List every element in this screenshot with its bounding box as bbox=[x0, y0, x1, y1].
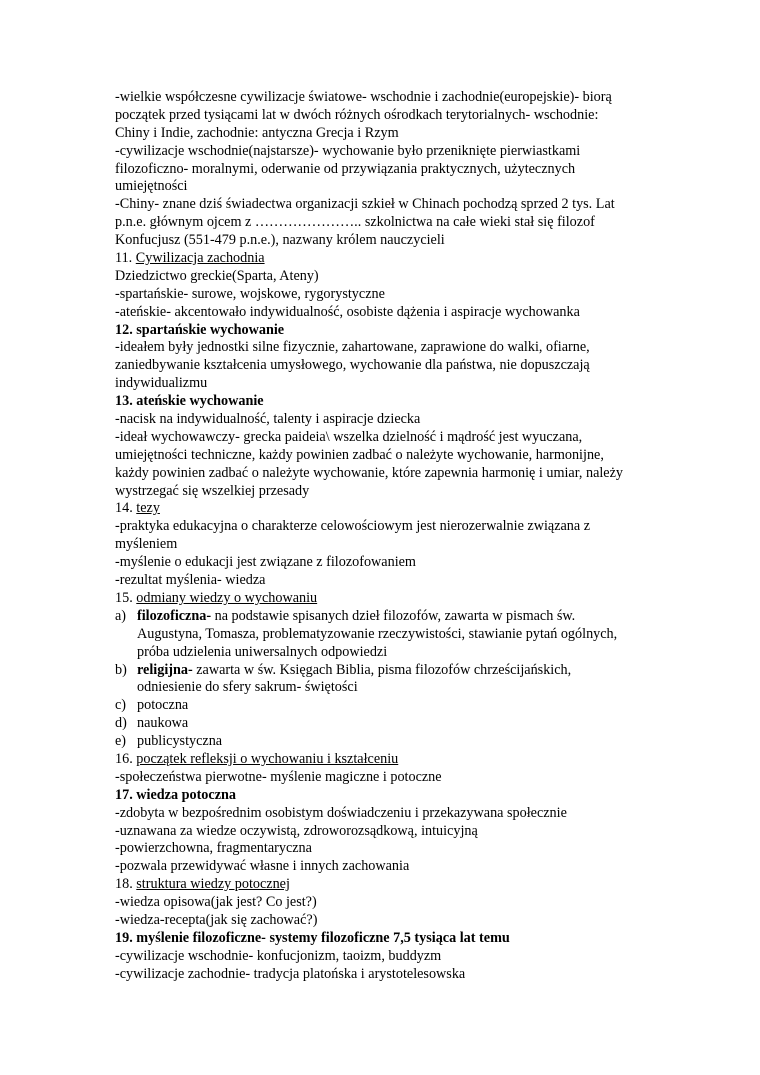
section-15 bbox=[115, 590, 675, 751]
section-heading: 19. myślenie filozoficzne- systemy filozoficzne 7,5 tysiąca lat temu bbox=[115, 929, 510, 946]
text-line: początek przed tysiącami lat w dwóch różnych ośrodkach terytorialnych- wschodnie: bbox=[115, 106, 599, 123]
list-item-first-line bbox=[137, 662, 675, 680]
text-line: -cywilizacje zachodnie- tradycja platońska i arystotelesowska bbox=[115, 965, 466, 982]
text-line: zaniedbywanie kształcenia umysłowego, wychowanie dla państwa, nie dopuszczają bbox=[115, 357, 590, 374]
text-line: -ateńskie- akcentowało indywidualność, osobiste dążenia i aspiracje wychowanka bbox=[115, 303, 580, 320]
text-line: każdy powinien zadbać o należyte wychowanie, które zapewnia harmonię i umiar, należy bbox=[115, 464, 623, 481]
section-19 bbox=[115, 930, 675, 984]
section-heading bbox=[115, 590, 675, 608]
list-item bbox=[115, 662, 675, 698]
list-item-text: publicystyczna bbox=[137, 733, 223, 750]
section-heading: 12. spartańskie wychowanie bbox=[115, 321, 285, 338]
text-line: umiejętności techniczne, każdy powinien zadbać o należyte wychowanie, harmonijne, bbox=[115, 446, 604, 463]
text-line: -nacisk na indywidualność, talenty i aspiracje dziecka bbox=[115, 411, 421, 428]
section-number: 16. bbox=[115, 750, 137, 767]
text-line: -ideałem były jednostki silne fizycznie, zahartowane, zaprawione do walki, ofiarne, bbox=[115, 339, 590, 356]
text-line: Dziedzictwo greckie(Sparta, Ateny) bbox=[115, 267, 319, 284]
text-line: filozoficzno- moralnymi, oderwanie od przywiązania praktycznych, użytecznych bbox=[115, 160, 576, 177]
section-title: Cywilizacja zachodnia bbox=[135, 250, 265, 267]
section-heading bbox=[115, 876, 675, 894]
list-marker: d) bbox=[115, 715, 127, 732]
text-line: -ideał wychowawczy- grecka paideia\ wszelka dzielność i mądrość jest wyuczana, bbox=[115, 428, 583, 445]
text-line: -praktyka edukacyjna o charakterze celowościowym jest nierozerwalnie związana z bbox=[115, 518, 591, 535]
list-item-continuation: próba udzielenia uniwersalnych odpowiedzi bbox=[137, 643, 388, 660]
text-line: -społeczeństwa pierwotne- myślenie magiczne i potoczne bbox=[115, 768, 442, 785]
list-marker: c) bbox=[115, 697, 127, 714]
list-item bbox=[115, 608, 675, 662]
list-item-first-line bbox=[137, 608, 675, 626]
list-item bbox=[115, 715, 675, 733]
text-line: -rezultat myślenia- wiedza bbox=[115, 572, 266, 589]
section-title: odmiany wiedzy o wychowaniu bbox=[136, 589, 318, 606]
document-page bbox=[115, 89, 675, 984]
list-item-term: religijna- bbox=[137, 661, 193, 678]
list-marker: e) bbox=[115, 733, 127, 750]
text-line: umiejętności bbox=[115, 178, 188, 195]
text-line: -wiedza-recepta(jak się zachować?) bbox=[115, 911, 318, 928]
text-line: -powierzchowna, fragmentaryczna bbox=[115, 840, 312, 857]
list-marker: a) bbox=[115, 607, 127, 624]
section-11 bbox=[115, 250, 675, 322]
text-line: Konfucjusz (551-479 p.n.e.), nazwany królem nauczycieli bbox=[115, 232, 445, 249]
text-line: -zdobyta w bezpośrednim osobistym doświadczeniu i przekazywana społecznie bbox=[115, 804, 567, 821]
section-heading bbox=[115, 250, 675, 268]
list-item bbox=[115, 697, 675, 715]
text-line: -uznawana za wiedze oczywistą, zdroworozsądkową, intuicyjną bbox=[115, 822, 478, 839]
text-line: wystrzegać się wszelkiej przesady bbox=[115, 482, 310, 499]
list-item-text: potoczna bbox=[137, 697, 189, 714]
section-14 bbox=[115, 500, 675, 589]
text-line: myśleniem bbox=[115, 536, 178, 553]
section-17 bbox=[115, 787, 675, 876]
intro-section bbox=[115, 89, 675, 250]
section-heading: 17. wiedza potoczna bbox=[115, 786, 236, 803]
list-item-text: na podstawie spisanych dzieł filozofów, zawarta w pismach św. bbox=[211, 607, 576, 624]
text-line: -cywilizacje wschodnie(najstarsze)- wychowanie było przeniknięte pierwiastkami bbox=[115, 142, 581, 159]
section-13 bbox=[115, 393, 675, 500]
text-line: -cywilizacje wschodnie- konfucjonizm, taoizm, buddyzm bbox=[115, 947, 442, 964]
section-number: 15. bbox=[115, 589, 137, 606]
section-title: struktura wiedzy potocznej bbox=[136, 876, 290, 893]
section-number: 11. bbox=[115, 250, 136, 267]
section-heading bbox=[115, 500, 675, 518]
section-title: początek refleksji o wychowaniu i kształceniu bbox=[136, 750, 399, 767]
text-line: -pozwala przewidywać własne i innych zachowania bbox=[115, 858, 410, 875]
list-item-text: naukowa bbox=[137, 715, 189, 732]
text-line: -wielkie współczesne cywilizacje światowe- wschodnie i zachodnie(europejskie)- biorą bbox=[115, 89, 612, 105]
list-marker: b) bbox=[115, 661, 127, 678]
text-line: Chiny i Indie, zachodnie: antyczna Grecja i Rzym bbox=[115, 124, 399, 141]
text-line: indywidualizmu bbox=[115, 375, 208, 392]
text-line: -spartańskie- surowe, wojskowe, rygorystyczne bbox=[115, 285, 385, 302]
text-line: -Chiny- znane dziś świadectwa organizacji szkieł w Chinach pochodzą sprzed 2 tys. Lat bbox=[115, 196, 615, 213]
list-item bbox=[115, 733, 675, 751]
section-number: 14. bbox=[115, 500, 137, 517]
list-item-continuation: Augustyna, Tomasza, problematyzowanie rzeczywistości, stawianie pytań ogólnych, bbox=[137, 625, 618, 642]
section-16 bbox=[115, 751, 675, 787]
text-line: -wiedza opisowa(jak jest? Co jest?) bbox=[115, 894, 317, 911]
section-heading: 13. ateńskie wychowanie bbox=[115, 393, 264, 410]
list-item-continuation: odniesienie do sfery sakrum- świętości bbox=[137, 679, 358, 696]
section-18 bbox=[115, 876, 675, 930]
section-heading bbox=[115, 751, 675, 769]
list-item-text: zawarta w św. Księgach Biblia, pisma filozofów chrześcijańskich, bbox=[192, 661, 572, 678]
list-item-term: filozoficzna- bbox=[137, 607, 212, 624]
section-12 bbox=[115, 322, 675, 394]
section-title: tezy bbox=[136, 500, 160, 517]
text-line: -myślenie o edukacji jest związane z filozofowaniem bbox=[115, 554, 416, 571]
section-number: 18. bbox=[115, 876, 137, 893]
text-line: p.n.e. głównym ojcem z ………………….. szkolnictwa na całe wieki stał się filozof bbox=[115, 214, 595, 231]
